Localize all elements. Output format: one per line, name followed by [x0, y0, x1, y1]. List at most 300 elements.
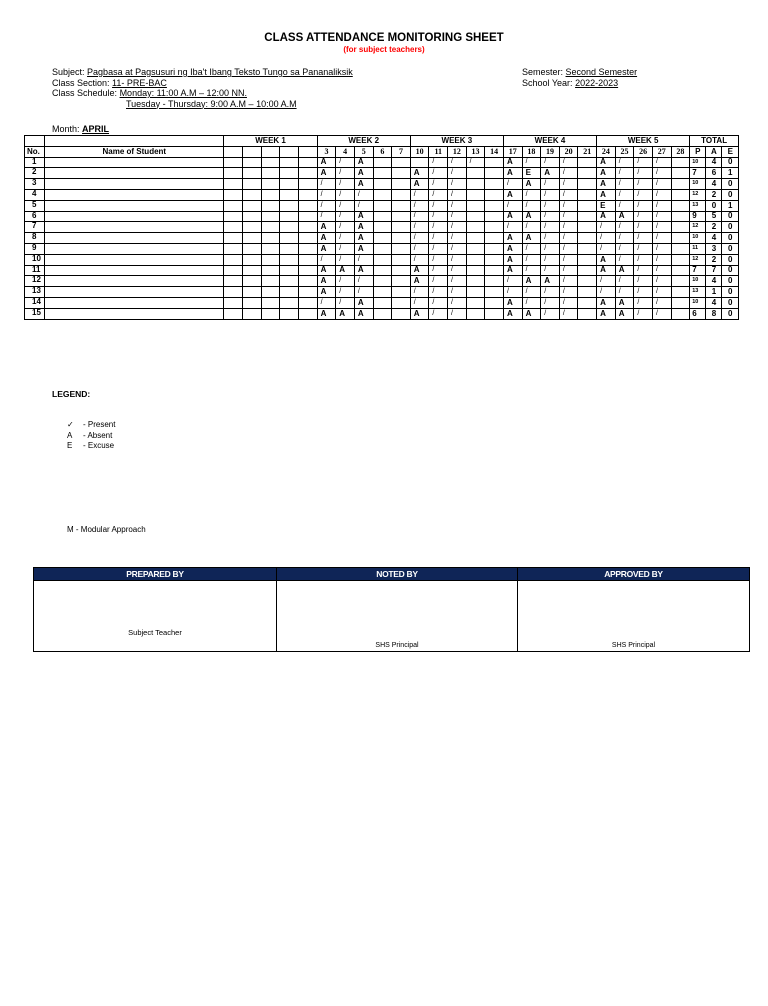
legend-text: - Absent — [83, 430, 113, 440]
attendance-cell: A — [597, 189, 616, 200]
attendance-cell: / — [634, 287, 653, 298]
attendance-cell: / — [522, 200, 541, 211]
attendance-cell — [261, 243, 280, 254]
total-col-header: P — [690, 146, 706, 157]
day-header: 25 — [615, 146, 634, 157]
attendance-cell: / — [448, 243, 467, 254]
attendance-cell: / — [559, 211, 578, 222]
attendance-cell: / — [317, 179, 336, 190]
attendance-cell: / — [634, 179, 653, 190]
attendance-cell — [578, 168, 597, 179]
attendance-cell: / — [559, 157, 578, 168]
day-header: 4 — [336, 146, 355, 157]
table-row — [25, 243, 739, 254]
attendance-cell: A — [354, 179, 373, 190]
section-value: 11- PRE-BAC — [112, 77, 167, 88]
attendance-cell — [373, 157, 392, 168]
attendance-cell: A — [597, 179, 616, 190]
attendance-cell — [280, 276, 299, 287]
attendance-cell: A — [410, 265, 429, 276]
attendance-cell — [298, 276, 317, 287]
attendance-cell: A — [354, 308, 373, 319]
attendance-cell: / — [448, 168, 467, 179]
attendance-cell: / — [448, 265, 467, 276]
attendance-cell: A — [503, 243, 522, 254]
total-e-cell: 1 — [722, 200, 739, 211]
attendance-cell — [224, 168, 243, 179]
school-year-label: School Year: — [522, 77, 573, 88]
attendance-cell: A — [317, 243, 336, 254]
attendance-cell — [243, 265, 262, 276]
total-p-cell: 6 — [690, 308, 706, 319]
attendance-cell — [280, 243, 299, 254]
attendance-cell — [485, 276, 504, 287]
attendance-cell: / — [410, 254, 429, 265]
prepared-by-header: PREPARED BY — [34, 568, 277, 581]
attendance-cell — [671, 297, 690, 308]
attendance-cell — [373, 211, 392, 222]
attendance-cell: / — [634, 168, 653, 179]
attendance-cell: / — [336, 179, 355, 190]
attendance-cell: / — [634, 276, 653, 287]
attendance-cell — [243, 189, 262, 200]
attendance-cell: / — [410, 189, 429, 200]
attendance-cell: / — [634, 265, 653, 276]
attendance-cell: A — [503, 265, 522, 276]
attendance-cell: / — [317, 189, 336, 200]
semester-value: Second Semester — [565, 67, 638, 77]
row-number: 4 — [25, 189, 45, 200]
month-line — [52, 124, 109, 134]
attendance-cell — [243, 276, 262, 287]
attendance-cell — [224, 254, 243, 265]
attendance-cell: / — [410, 233, 429, 244]
attendance-cell: A — [597, 254, 616, 265]
attendance-cell — [243, 200, 262, 211]
attendance-cell: A — [615, 211, 634, 222]
attendance-cell: A — [317, 222, 336, 233]
attendance-cell: / — [615, 189, 634, 200]
attendance-cell: A — [410, 276, 429, 287]
attendance-cell — [243, 211, 262, 222]
legend-symbol: A — [67, 430, 73, 440]
legend-text: - Present — [83, 420, 116, 429]
attendance-cell: A — [410, 179, 429, 190]
attendance-cell: A — [354, 222, 373, 233]
day-header: 13 — [466, 146, 485, 157]
table-row — [25, 287, 739, 298]
attendance-cell — [466, 200, 485, 211]
attendance-cell: / — [541, 243, 560, 254]
attendance-cell — [578, 308, 597, 319]
row-number: 2 — [25, 168, 45, 179]
attendance-cell — [671, 287, 690, 298]
attendance-cell: / — [448, 297, 467, 308]
attendance-cell — [280, 297, 299, 308]
total-col-header: A — [706, 146, 722, 157]
attendance-cell: / — [448, 157, 467, 168]
attendance-cell — [261, 308, 280, 319]
attendance-cell: / — [522, 265, 541, 276]
attendance-cell — [243, 254, 262, 265]
attendance-cell: / — [410, 211, 429, 222]
attendance-cell — [671, 308, 690, 319]
class-info — [52, 67, 353, 109]
attendance-cell: A — [503, 233, 522, 244]
attendance-cell: / — [448, 222, 467, 233]
attendance-cell: A — [597, 297, 616, 308]
attendance-cell: / — [541, 297, 560, 308]
legend-symbol: E — [67, 441, 73, 450]
attendance-cell — [578, 287, 597, 298]
attendance-cell — [578, 297, 597, 308]
attendance-cell: A — [541, 276, 560, 287]
attendance-cell — [671, 179, 690, 190]
attendance-cell — [224, 308, 243, 319]
noted-by-header: NOTED BY — [277, 568, 518, 581]
blank-header — [25, 136, 45, 147]
student-name-cell — [45, 276, 224, 287]
row-number: 9 — [25, 243, 45, 254]
attendance-cell: A — [503, 189, 522, 200]
attendance-cell: A — [503, 211, 522, 222]
attendance-cell: A — [503, 308, 522, 319]
attendance-cell — [224, 287, 243, 298]
attendance-cell — [466, 276, 485, 287]
day-header — [261, 146, 280, 157]
approved-role: SHS Principal — [611, 642, 656, 649]
day-header: 20 — [559, 146, 578, 157]
attendance-cell: / — [652, 211, 671, 222]
attendance-cell: / — [541, 189, 560, 200]
attendance-cell — [298, 308, 317, 319]
student-name-cell — [45, 189, 224, 200]
attendance-cell: / — [634, 254, 653, 265]
student-name-cell — [45, 265, 224, 276]
attendance-cell: / — [597, 222, 616, 233]
attendance-cell: / — [541, 308, 560, 319]
school-year-line — [522, 78, 637, 89]
attendance-cell: / — [615, 233, 634, 244]
attendance-cell — [298, 179, 317, 190]
semester-label: Semester: — [522, 67, 564, 77]
prepared-by-cell — [34, 581, 277, 652]
row-number: 7 — [25, 222, 45, 233]
attendance-cell: / — [503, 222, 522, 233]
attendance-cell: / — [354, 254, 373, 265]
attendance-cell: / — [317, 200, 336, 211]
attendance-cell — [671, 211, 690, 222]
row-number: 14 — [25, 297, 45, 308]
signature-table — [33, 567, 750, 652]
attendance-cell: / — [652, 287, 671, 298]
total-a-cell: 5 — [706, 211, 722, 222]
attendance-cell — [243, 243, 262, 254]
attendance-cell: A — [522, 233, 541, 244]
attendance-cell: / — [429, 308, 448, 319]
table-row — [25, 308, 739, 319]
attendance-cell: / — [354, 287, 373, 298]
attendance-cell: / — [503, 287, 522, 298]
attendance-cell: A — [317, 287, 336, 298]
attendance-cell: A — [317, 276, 336, 287]
total-a-cell: 7 — [706, 265, 722, 276]
attendance-cell: / — [336, 297, 355, 308]
week-header-row — [25, 136, 739, 147]
total-p-cell: 11 — [690, 243, 706, 254]
attendance-cell — [261, 254, 280, 265]
attendance-cell — [485, 308, 504, 319]
attendance-cell: / — [541, 265, 560, 276]
day-header-row — [25, 146, 739, 157]
attendance-cell: / — [410, 287, 429, 298]
row-number: 1 — [25, 157, 45, 168]
total-p-cell: 7 — [690, 168, 706, 179]
day-header: 11 — [429, 146, 448, 157]
total-a-cell: 2 — [706, 222, 722, 233]
attendance-cell — [261, 297, 280, 308]
row-number: 12 — [25, 276, 45, 287]
subject-label: Subject: — [52, 67, 85, 77]
total-a-cell: 4 — [706, 276, 722, 287]
total-p-cell: 10 — [690, 233, 706, 244]
attendance-cell — [392, 265, 411, 276]
total-a-cell: 3 — [706, 243, 722, 254]
attendance-cell — [671, 189, 690, 200]
attendance-cell: / — [448, 233, 467, 244]
attendance-cell: / — [559, 243, 578, 254]
table-row — [25, 265, 739, 276]
attendance-cell — [261, 265, 280, 276]
attendance-cell: / — [634, 200, 653, 211]
attendance-cell: / — [634, 308, 653, 319]
schedule-line-2 — [52, 99, 353, 110]
total-a-cell: 6 — [706, 168, 722, 179]
student-name-cell — [45, 211, 224, 222]
attendance-cell: / — [429, 276, 448, 287]
total-header: TOTAL — [690, 136, 739, 147]
attendance-cell — [578, 189, 597, 200]
day-header — [280, 146, 299, 157]
attendance-cell — [373, 276, 392, 287]
total-e-cell: 0 — [722, 297, 739, 308]
student-name-cell — [45, 233, 224, 244]
attendance-cell: / — [652, 222, 671, 233]
attendance-cell: A — [317, 168, 336, 179]
attendance-cell — [485, 179, 504, 190]
table-row — [25, 157, 739, 168]
attendance-cell — [243, 297, 262, 308]
attendance-cell — [671, 243, 690, 254]
attendance-cell: / — [336, 157, 355, 168]
attendance-cell: / — [615, 200, 634, 211]
total-p-cell: 9 — [690, 211, 706, 222]
attendance-cell — [280, 157, 299, 168]
month-label: Month: — [52, 124, 80, 134]
attendance-cell: A — [354, 157, 373, 168]
total-a-cell: 0 — [706, 200, 722, 211]
attendance-cell — [485, 211, 504, 222]
attendance-cell — [578, 276, 597, 287]
attendance-cell — [466, 168, 485, 179]
attendance-cell — [373, 168, 392, 179]
attendance-cell — [224, 157, 243, 168]
attendance-cell: / — [559, 179, 578, 190]
attendance-cell — [243, 179, 262, 190]
attendance-cell: / — [429, 287, 448, 298]
attendance-cell: / — [634, 222, 653, 233]
attendance-cell — [261, 287, 280, 298]
table-row — [25, 233, 739, 244]
attendance-cell — [392, 157, 411, 168]
page-subtitle: (for subject teachers) — [343, 45, 425, 54]
total-p-cell: 13 — [690, 287, 706, 298]
total-e-cell: 0 — [722, 211, 739, 222]
attendance-cell — [373, 297, 392, 308]
attendance-cell — [578, 243, 597, 254]
schedule-line — [52, 88, 353, 99]
attendance-cell — [298, 211, 317, 222]
attendance-cell — [298, 254, 317, 265]
day-header: 14 — [485, 146, 504, 157]
attendance-cell — [485, 265, 504, 276]
attendance-cell: / — [541, 233, 560, 244]
day-header: 6 — [373, 146, 392, 157]
attendance-cell: / — [448, 308, 467, 319]
attendance-cell — [280, 211, 299, 222]
attendance-cell: A — [317, 233, 336, 244]
attendance-cell: / — [354, 276, 373, 287]
attendance-cell: A — [410, 168, 429, 179]
attendance-cell: A — [541, 168, 560, 179]
attendance-cell — [578, 254, 597, 265]
attendance-cell: / — [652, 254, 671, 265]
attendance-cell: / — [652, 200, 671, 211]
student-name-cell — [45, 200, 224, 211]
attendance-cell: A — [317, 265, 336, 276]
attendance-cell — [392, 179, 411, 190]
attendance-cell: / — [522, 254, 541, 265]
attendance-cell: A — [354, 297, 373, 308]
total-e-cell: 0 — [722, 222, 739, 233]
attendance-cell — [578, 233, 597, 244]
page-title: CLASS ATTENDANCE MONITORING SHEET — [264, 32, 504, 44]
attendance-cell: A — [503, 254, 522, 265]
total-e-cell: 0 — [722, 243, 739, 254]
attendance-cell — [392, 189, 411, 200]
attendance-cell — [224, 276, 243, 287]
attendance-cell: E — [597, 200, 616, 211]
attendance-cell: E — [522, 168, 541, 179]
day-header: 10 — [410, 146, 429, 157]
attendance-cell — [466, 222, 485, 233]
attendance-cell — [485, 243, 504, 254]
attendance-cell — [466, 287, 485, 298]
schedule-label: Class Schedule: — [52, 88, 118, 98]
attendance-cell — [373, 308, 392, 319]
row-number: 3 — [25, 179, 45, 190]
subject-value: Pagbasa at Pagsusuri ng Iba't Ibang Teksto Tungo sa Pananaliksik — [87, 67, 353, 77]
attendance-cell — [298, 287, 317, 298]
day-header: 26 — [634, 146, 653, 157]
attendance-cell — [392, 222, 411, 233]
attendance-cell: A — [354, 233, 373, 244]
attendance-cell: / — [429, 243, 448, 254]
attendance-cell: / — [541, 222, 560, 233]
attendance-cell — [578, 179, 597, 190]
attendance-table — [24, 135, 739, 320]
day-header: 3 — [317, 146, 336, 157]
day-header: 7 — [392, 146, 411, 157]
total-p-cell: 12 — [690, 222, 706, 233]
attendance-cell: / — [652, 168, 671, 179]
attendance-cell — [671, 276, 690, 287]
attendance-cell: / — [522, 157, 541, 168]
table-row — [25, 211, 739, 222]
attendance-cell: / — [410, 222, 429, 233]
attendance-cell — [410, 157, 429, 168]
attendance-cell: / — [541, 254, 560, 265]
attendance-cell — [392, 200, 411, 211]
attendance-cell — [485, 254, 504, 265]
prepared-role: Subject Teacher — [128, 628, 182, 637]
student-name-cell — [45, 308, 224, 319]
attendance-cell: A — [317, 308, 336, 319]
total-e-cell: 0 — [722, 308, 739, 319]
attendance-cell — [392, 287, 411, 298]
attendance-cell — [392, 233, 411, 244]
attendance-cell — [261, 200, 280, 211]
attendance-cell: A — [597, 168, 616, 179]
week-header: WEEK 5 — [597, 136, 690, 147]
attendance-cell: A — [597, 308, 616, 319]
attendance-cell: / — [634, 189, 653, 200]
attendance-cell: / — [652, 308, 671, 319]
attendance-cell — [261, 168, 280, 179]
attendance-cell — [280, 168, 299, 179]
attendance-cell: / — [634, 157, 653, 168]
attendance-cell: A — [503, 157, 522, 168]
day-header: 19 — [541, 146, 560, 157]
student-name-cell — [45, 168, 224, 179]
row-number: 8 — [25, 233, 45, 244]
attendance-cell: / — [541, 200, 560, 211]
legend-item — [67, 441, 114, 450]
week-header: WEEK 3 — [410, 136, 503, 147]
subject-line — [52, 67, 353, 78]
attendance-cell: / — [559, 254, 578, 265]
attendance-cell — [373, 287, 392, 298]
attendance-cell — [466, 243, 485, 254]
attendance-cell — [578, 265, 597, 276]
attendance-cell: / — [559, 200, 578, 211]
attendance-cell: / — [522, 297, 541, 308]
attendance-cell — [261, 233, 280, 244]
attendance-cell: / — [503, 276, 522, 287]
attendance-cell: / — [615, 276, 634, 287]
attendance-cell: A — [522, 308, 541, 319]
attendance-cell — [466, 297, 485, 308]
attendance-cell: A — [615, 297, 634, 308]
attendance-cell: A — [615, 265, 634, 276]
attendance-cell: A — [410, 308, 429, 319]
attendance-cell: / — [429, 265, 448, 276]
total-a-cell: 4 — [706, 233, 722, 244]
attendance-cell — [671, 157, 690, 168]
row-number: 10 — [25, 254, 45, 265]
legend-item — [67, 420, 115, 429]
table-row — [25, 276, 739, 287]
